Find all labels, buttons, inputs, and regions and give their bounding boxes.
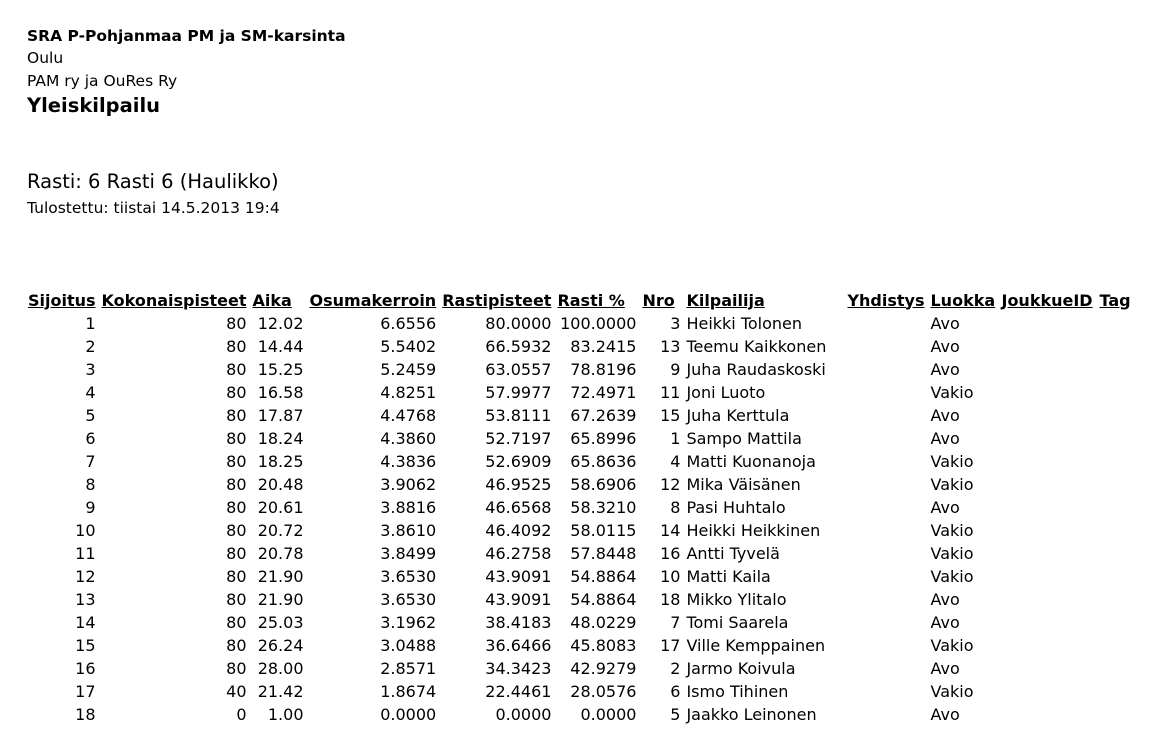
table-row [25,404,1134,427]
stage-percent-cell: 54.8864 [570,567,637,586]
team-id-cell [998,703,1096,726]
team-id-cell [998,404,1096,427]
competitor-cell: Mikko Ylitalo [686,590,787,609]
placement-cell: 7 [85,452,96,471]
club-cell [844,657,927,680]
column-header-class: Luokka [930,290,996,310]
competitor-cell: Jaakko Leinonen [686,705,817,724]
total-points-cell: 80 [226,498,247,517]
stage-points-cell: 52.6909 [485,452,552,471]
time-cell: 18.25 [257,452,304,471]
class-cell: Vakio [930,544,974,563]
table-row [25,680,1134,703]
time-cell: 1.00 [267,705,304,724]
tag-cell [1096,542,1134,565]
number-cell: 3 [670,314,681,333]
competitor-cell: Sampo Mattila [686,429,802,448]
table-row [25,657,1134,680]
event-name: SRA P-Pohjanmaa PM ja SM-karsinta [27,27,346,45]
stage-percent-cell: 48.0229 [570,613,637,632]
placement-cell: 1 [85,314,96,333]
placement-cell: 6 [85,429,96,448]
team-id-cell [998,381,1096,404]
team-id-cell [998,565,1096,588]
placement-cell: 16 [75,659,96,678]
team-id-cell [998,473,1096,496]
club-cell [844,680,927,703]
tag-cell [1096,611,1134,634]
column-header-team-id: JoukkueID [1001,290,1093,310]
placement-cell: 12 [75,567,96,586]
hit-factor-cell: 5.2459 [380,360,437,379]
column-header-club: Yhdistys [847,290,925,310]
tag-cell [1096,450,1134,473]
tag-cell [1096,588,1134,611]
stage-points-cell: 46.6568 [485,498,552,517]
club-cell [844,565,927,588]
stage-points-cell: 38.4183 [485,613,552,632]
total-points-cell: 80 [226,567,247,586]
competitor-cell: Joni Luoto [686,383,766,402]
column-header-total-points: Kokonaispisteet [101,290,247,310]
placement-cell: 8 [85,475,96,494]
stage-points-cell: 80.0000 [485,314,552,333]
time-cell: 20.78 [257,544,304,563]
time-cell: 25.03 [257,613,304,632]
competitor-cell: Teemu Kaikkonen [686,337,827,356]
placement-cell: 5 [85,406,96,425]
class-cell: Avo [930,429,960,448]
table-row [25,335,1134,358]
table-row [25,565,1134,588]
tag-cell [1096,427,1134,450]
hit-factor-cell: 6.6556 [380,314,437,333]
stage-points-cell: 46.4092 [485,521,552,540]
team-id-cell [998,358,1096,381]
hit-factor-cell: 1.8674 [380,682,437,701]
stage-percent-cell: 83.2415 [570,337,637,356]
tag-cell [1096,358,1134,381]
column-header-number: Nro [642,290,675,310]
competitor-cell: Antti Tyvelä [686,544,780,563]
time-cell: 20.61 [257,498,304,517]
table-row [25,358,1134,381]
class-cell: Vakio [930,567,974,586]
stage-percent-cell: 42.9279 [570,659,637,678]
stage-points-cell: 43.9091 [485,567,552,586]
stage-percent-cell: 67.2639 [570,406,637,425]
time-cell: 26.24 [257,636,304,655]
total-points-cell: 80 [226,544,247,563]
team-id-cell [998,680,1096,703]
hit-factor-cell: 3.8610 [380,521,437,540]
stage-points-cell: 52.7197 [485,429,552,448]
stage-percent-cell: 58.3210 [570,498,637,517]
total-points-cell: 80 [226,383,247,402]
competitor-cell: Heikki Tolonen [686,314,803,333]
hit-factor-cell: 4.8251 [380,383,437,402]
tag-cell [1096,404,1134,427]
club-cell [844,611,927,634]
class-cell: Vakio [930,452,974,471]
tag-cell [1096,473,1134,496]
placement-cell: 18 [75,705,96,724]
competitor-cell: Matti Kuonanoja [686,452,816,471]
total-points-cell: 80 [226,613,247,632]
table-row [25,381,1134,404]
column-header-time: Aika [252,290,292,310]
stage-points-cell: 63.0557 [485,360,552,379]
team-id-cell [998,634,1096,657]
table-row [25,634,1134,657]
placement-cell: 2 [85,337,96,356]
time-cell: 21.90 [257,567,304,586]
competitor-cell: Jarmo Koivula [686,659,796,678]
total-points-cell: 80 [226,314,247,333]
number-cell: 5 [670,705,681,724]
class-cell: Avo [930,659,960,678]
placement-cell: 10 [75,521,96,540]
number-cell: 11 [660,383,681,402]
tag-cell [1096,703,1134,726]
club-cell [844,542,927,565]
stage-percent-cell: 58.6906 [570,475,637,494]
club-cell [844,381,927,404]
stage-percent-cell: 65.8636 [570,452,637,471]
club-cell [844,312,927,335]
stage-percent-cell: 72.4971 [570,383,637,402]
class-cell: Avo [930,360,960,379]
tag-cell [1096,657,1134,680]
stage-percent-cell: 0.0000 [580,705,637,724]
club-cell [844,427,927,450]
total-points-cell: 80 [226,636,247,655]
number-cell: 9 [670,360,681,379]
tag-cell [1096,381,1134,404]
table-row [25,519,1134,542]
tag-cell [1096,312,1134,335]
club-cell [844,703,927,726]
total-points-cell: 0 [236,705,247,724]
tag-cell [1096,565,1134,588]
hit-factor-cell: 3.0488 [380,636,437,655]
stage-points-cell: 46.2758 [485,544,552,563]
placement-cell: 17 [75,682,96,701]
number-cell: 18 [660,590,681,609]
competitor-cell: Matti Kaila [686,567,771,586]
header-row [25,288,1134,312]
hit-factor-cell: 4.3836 [380,452,437,471]
number-cell: 15 [660,406,681,425]
competitor-cell: Pasi Huhtalo [686,498,786,517]
club-cell [844,634,927,657]
stage-points-cell: 34.3423 [485,659,552,678]
hit-factor-cell: 3.8499 [380,544,437,563]
hit-factor-cell: 3.6530 [380,567,437,586]
results-table [25,288,1134,726]
stage-percent-cell: 100.0000 [560,314,637,333]
column-header-stage-percent: Rasti % [557,290,625,310]
number-cell: 2 [670,659,681,678]
club-cell [844,588,927,611]
table-row [25,542,1134,565]
team-id-cell [998,335,1096,358]
column-header-placement: Sijoitus [28,290,96,310]
time-cell: 15.25 [257,360,304,379]
time-cell: 20.48 [257,475,304,494]
team-id-cell [998,611,1096,634]
time-cell: 12.02 [257,314,304,333]
stage-points-cell: 57.9977 [485,383,552,402]
stage-percent-cell: 54.8864 [570,590,637,609]
class-cell: Vakio [930,521,974,540]
class-cell: Avo [930,613,960,632]
stage-percent-cell: 57.8448 [570,544,637,563]
number-cell: 10 [660,567,681,586]
number-cell: 12 [660,475,681,494]
total-points-cell: 80 [226,452,247,471]
team-id-cell [998,519,1096,542]
class-cell: Vakio [930,682,974,701]
team-id-cell [998,450,1096,473]
competitor-cell: Juha Kerttula [686,406,790,425]
time-cell: 17.87 [257,406,304,425]
number-cell: 4 [670,452,681,471]
time-cell: 21.42 [257,682,304,701]
club-cell [844,358,927,381]
stage-header [27,167,280,219]
hit-factor-cell: 4.4768 [380,406,437,425]
stage-percent-cell: 58.0115 [570,521,637,540]
class-cell: Avo [930,590,960,609]
team-id-cell [998,657,1096,680]
table-row [25,312,1134,335]
column-header-competitor: Kilpailija [686,290,765,310]
results-body [25,312,1134,726]
number-cell: 7 [670,613,681,632]
stage-points-cell: 22.4461 [485,682,552,701]
class-cell: Vakio [930,636,974,655]
stage-percent-cell: 78.8196 [570,360,637,379]
total-points-cell: 80 [226,659,247,678]
placement-cell: 4 [85,383,96,402]
competition-name: Yleiskilpailu [27,94,161,117]
club-cell [844,496,927,519]
club-cell [844,450,927,473]
stage-points-cell: 66.5932 [485,337,552,356]
total-points-cell: 80 [226,360,247,379]
table-row [25,473,1134,496]
team-id-cell [998,427,1096,450]
stage-points-cell: 36.6466 [485,636,552,655]
club-cell [844,519,927,542]
club-cell [844,473,927,496]
number-cell: 17 [660,636,681,655]
number-cell: 16 [660,544,681,563]
placement-cell: 11 [75,544,96,563]
time-cell: 14.44 [257,337,304,356]
stage-points-cell: 53.8111 [485,406,552,425]
tag-cell [1096,519,1134,542]
placement-cell: 13 [75,590,96,609]
tag-cell [1096,496,1134,519]
hit-factor-cell: 3.8816 [380,498,437,517]
competitor-cell: Ville Kemppainen [686,636,826,655]
class-cell: Avo [930,314,960,333]
table-row [25,427,1134,450]
competitor-cell: Mika Väisänen [686,475,801,494]
event-organizer: PAM ry ja OuRes Ry [27,72,178,90]
stage-percent-cell: 28.0576 [570,682,637,701]
table-row [25,611,1134,634]
hit-factor-cell: 3.6530 [380,590,437,609]
class-cell: Avo [930,337,960,356]
column-header-hit-factor: Osumakerroin [309,290,437,310]
total-points-cell: 80 [226,337,247,356]
class-cell: Avo [930,498,960,517]
competitor-cell: Tomi Saarela [686,613,789,632]
time-cell: 18.24 [257,429,304,448]
tag-cell [1096,680,1134,703]
club-cell [844,335,927,358]
hit-factor-cell: 4.3860 [380,429,437,448]
total-points-cell: 80 [226,406,247,425]
placement-cell: 3 [85,360,96,379]
stage-percent-cell: 65.8996 [570,429,637,448]
document-header [27,25,346,119]
stage-percent-cell: 45.8083 [570,636,637,655]
number-cell: 8 [670,498,681,517]
table-row [25,450,1134,473]
time-cell: 21.90 [257,590,304,609]
column-header-tag: Tag [1099,290,1131,310]
team-id-cell [998,542,1096,565]
hit-factor-cell: 3.1962 [380,613,437,632]
class-cell: Avo [930,705,960,724]
column-header-stage-points: Rastipisteet [442,290,552,310]
event-location: Oulu [27,49,64,67]
competitor-cell: Juha Raudaskoski [686,360,826,379]
table-row [25,496,1134,519]
hit-factor-cell: 3.9062 [380,475,437,494]
time-cell: 28.00 [257,659,304,678]
tag-cell [1096,335,1134,358]
hit-factor-cell: 0.0000 [380,705,437,724]
tag-cell [1096,634,1134,657]
stage-points-cell: 46.9525 [485,475,552,494]
total-points-cell: 80 [226,521,247,540]
stage-points-cell: 43.9091 [485,590,552,609]
class-cell: Vakio [930,383,974,402]
team-id-cell [998,496,1096,519]
stage-points-cell: 0.0000 [495,705,552,724]
club-cell [844,404,927,427]
number-cell: 1 [670,429,681,448]
class-cell: Vakio [930,475,974,494]
time-cell: 20.72 [257,521,304,540]
total-points-cell: 80 [226,590,247,609]
number-cell: 6 [670,682,681,701]
total-points-cell: 80 [226,429,247,448]
table-row [25,703,1134,726]
class-cell: Avo [930,406,960,425]
hit-factor-cell: 5.5402 [380,337,437,356]
placement-cell: 15 [75,636,96,655]
competitor-cell: Ismo Tihinen [686,682,789,701]
number-cell: 14 [660,521,681,540]
competitor-cell: Heikki Heikkinen [686,521,821,540]
team-id-cell [998,588,1096,611]
number-cell: 13 [660,337,681,356]
placement-cell: 14 [75,613,96,632]
printed-timestamp: Tulostettu: tiistai 14.5.2013 19:4 [27,199,280,217]
table-row [25,588,1134,611]
hit-factor-cell: 2.8571 [380,659,437,678]
stage-title: Rasti: 6 Rasti 6 (Haulikko) [27,170,279,193]
total-points-cell: 40 [226,682,247,701]
time-cell: 16.58 [257,383,304,402]
total-points-cell: 80 [226,475,247,494]
team-id-cell [998,312,1096,335]
placement-cell: 9 [85,498,96,517]
